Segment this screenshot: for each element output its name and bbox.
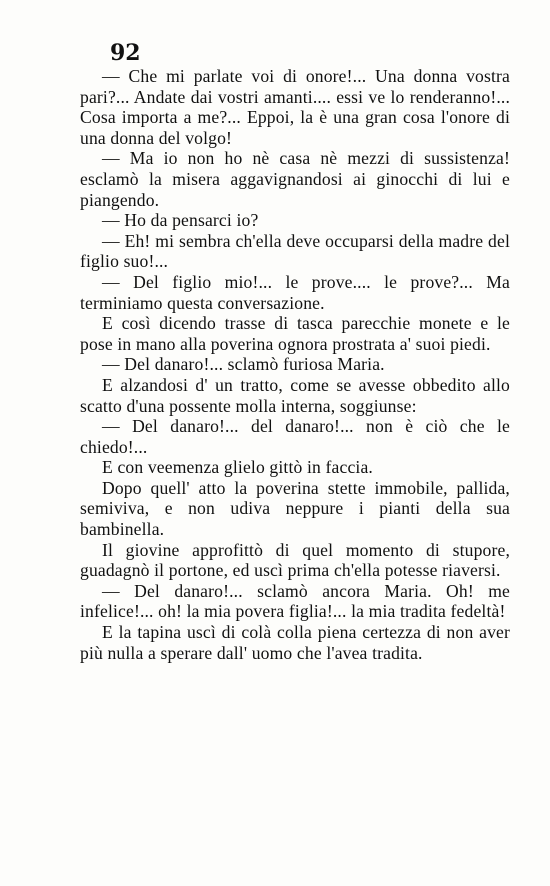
paragraph: — Del figlio mio!... le prove.... le prove?... Ma terminiamo questa conversazione. bbox=[80, 271, 510, 313]
paragraph: — Ma io non ho nè casa nè mezzi di sussistenza! esclamò la misera aggavignandosi ai ginocchi di lui e piangendo. bbox=[80, 148, 510, 210]
paragraph: Il giovine approfittò di quel momento di stupore, guadagnò il portone, ed uscì prima ch'ella potesse riaversi. bbox=[80, 539, 510, 581]
paragraph: — Ho da pensarci io? bbox=[102, 210, 259, 231]
paragraph: — Del danaro!... del danaro!... non è ciò che le chiedo!... bbox=[80, 416, 510, 457]
paragraph: Dopo quell' atto la poverina stette immobile, pallida, semiviva, e non udiva neppure i pianti della sua bambinella. bbox=[80, 477, 510, 540]
paragraph: — Del danaro!... sclamò furiosa Maria. bbox=[102, 354, 385, 375]
paragraph: — Che mi parlate voi di onore!... Una donna vostra pari?... Andate dai vostri amanti.... essi ve lo renderanno!... Cosa importa a me?... Eppoi, la è una gran cosa l'onore di una donna del volgo! bbox=[80, 66, 510, 148]
paragraph: E alzandosi d' un tratto, come se avesse obbedito allo scatto d'una possente molla interna, soggiunse: bbox=[80, 374, 510, 416]
page-number: 92 bbox=[110, 40, 141, 66]
paragraph: E così dicendo trasse di tasca parecchie monete e le pose in mano alla poverina ognora prostrata a' suoi piedi. bbox=[80, 313, 510, 354]
paragraph: — Del danaro!... sclamò ancora Maria. Oh! me infelice!... oh! la mia povera figlia!... la mia tradita fedeltà! bbox=[80, 580, 510, 622]
paragraph: E la tapina uscì di colà colla piena certezza di non aver più nulla a sperare dall' uomo che l'avea tradita. bbox=[80, 622, 510, 663]
paragraph: E con veemenza glielo gittò in faccia. bbox=[102, 457, 373, 478]
paragraph: — Eh! mi sembra ch'ella deve occuparsi della madre del figlio suo!... bbox=[80, 230, 510, 272]
body-text bbox=[80, 66, 510, 663]
